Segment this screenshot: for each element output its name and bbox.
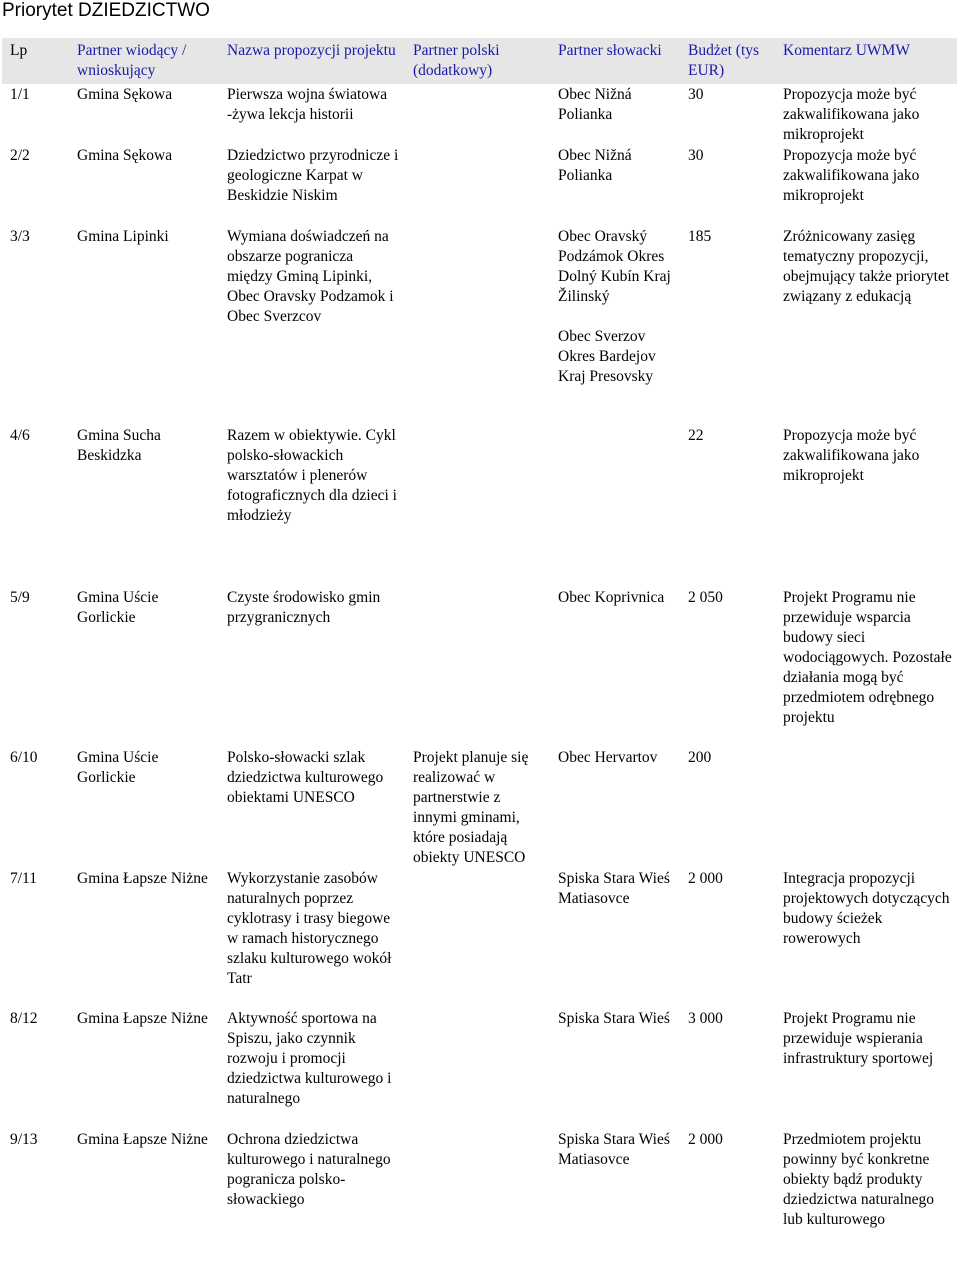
header-budget: Budżet (tys EUR) bbox=[688, 42, 760, 79]
table-row bbox=[2, 587, 957, 747]
cell-slovak-partner bbox=[550, 84, 680, 145]
cell-lead-partner: Gmina Łapsze Niżne bbox=[77, 870, 208, 887]
cell-polish-partner bbox=[405, 587, 550, 747]
cell-lead-partner: Gmina Sękowa bbox=[77, 86, 173, 103]
cell-polish-partner bbox=[405, 226, 550, 425]
cell-project-name: Wykorzystanie zasobów naturalnych poprzez cyklotrasy i trasy biegowe w ramach historycznego szlaku kulturowego wokół Tatr bbox=[227, 870, 392, 987]
slovak-partner-entry: Spiska Stara Wieś bbox=[558, 1010, 670, 1027]
cell-budget: 30 bbox=[688, 147, 704, 164]
cell-project-name: Dziedzictwo przyrodnicze i geologiczne Karpat w Beskidzie Niskim bbox=[227, 147, 399, 204]
header-project-name: Nazwa propozycji projektu bbox=[227, 42, 396, 59]
cell-polish-partner bbox=[405, 425, 550, 587]
cell-lead-partner: Gmina Sękowa bbox=[77, 147, 173, 164]
table-row bbox=[2, 145, 957, 226]
table-row bbox=[2, 747, 957, 868]
cell-project-name: Czyste środowisko gmin przygranicznych bbox=[227, 589, 381, 626]
slovak-partner-entry: Obec Hervartov bbox=[558, 749, 658, 766]
cell-slovak-partner bbox=[550, 425, 680, 587]
slovak-partner-entry: Obec Oravský Podzámok Okres Dolný Kubín Kraj Žilinský bbox=[558, 228, 671, 305]
cell-budget: 2 050 bbox=[688, 589, 723, 606]
cell-lead-partner: Gmina Uście Gorlickie bbox=[77, 589, 159, 626]
cell-lp: 1/1 bbox=[10, 86, 30, 103]
cell-lp: 8/12 bbox=[10, 1010, 38, 1027]
cell-project-name: Polsko-słowacki szlak dziedzictwa kulturowego obiektami UNESCO bbox=[227, 749, 384, 806]
cell-comment: Propozycja może być zakwalifikowana jako mikroprojekt bbox=[783, 86, 920, 143]
cell-lp: 2/2 bbox=[10, 147, 30, 164]
cell-project-name: Ochrona dziedzictwa kulturowego i naturalnego pogranicza polsko-słowackiego bbox=[227, 1131, 391, 1208]
cell-budget: 185 bbox=[688, 228, 712, 245]
table-row bbox=[2, 226, 957, 425]
table-row bbox=[2, 425, 957, 587]
cell-comment: Integracja propozycji projektowych dotyczących budowy ścieżek rowerowych bbox=[783, 870, 950, 947]
cell-lead-partner: Gmina Sucha Beskidzka bbox=[77, 427, 161, 464]
header-lp: Lp bbox=[10, 42, 28, 59]
cell-polish-partner bbox=[405, 1008, 550, 1129]
page-title: Priorytet DZIEDZICTWO bbox=[2, 0, 210, 21]
cell-lead-partner: Gmina Lipinki bbox=[77, 228, 169, 245]
header-lead-partner: Partner wiodący / wnioskujący bbox=[77, 42, 187, 79]
cell-lp: 4/6 bbox=[10, 427, 30, 444]
cell-polish-partner bbox=[405, 84, 550, 145]
header-row bbox=[2, 38, 957, 84]
cell-budget: 3 000 bbox=[688, 1010, 723, 1027]
slovak-partner-entry: Obec Nižná Polianka bbox=[558, 147, 632, 184]
slovak-partner-entry: Spiska Stara Wieś Matiasovce bbox=[558, 870, 670, 907]
header-polish-partner: Partner polski (dodatkowy) bbox=[413, 42, 500, 79]
cell-comment: Przedmiotem projektu powinny być konkretne obiekty bądź produkty dziedzictwa naturalnego lub kulturowego bbox=[783, 1131, 935, 1228]
cell-comment bbox=[775, 747, 957, 868]
table-row bbox=[2, 868, 957, 1008]
cell-lead-partner: Gmina Łapsze Niżne bbox=[77, 1010, 208, 1027]
cell-slovak-partner bbox=[550, 747, 680, 868]
cell-slovak-partner bbox=[550, 868, 680, 1008]
cell-project-name: Razem w obiektywie. Cykl polsko-słowackich warsztatów i plenerów fotograficznych dla dzieci i młodzieży bbox=[227, 427, 397, 524]
cell-lp: 5/9 bbox=[10, 589, 30, 606]
cell-polish-partner: Projekt planuje się realizować w partnerstwie z innymi gminami, które posiadają obiekty UNESCO bbox=[413, 749, 529, 866]
cell-budget: 2 000 bbox=[688, 870, 723, 887]
cell-lp: 6/10 bbox=[10, 749, 38, 766]
cell-comment: Projekt Programu nie przewiduje wsparcia budowy sieci wodociągowych. Pozostałe działania mogą być przedmiotem odrębnego projektu bbox=[783, 589, 952, 726]
cell-lead-partner: Gmina Uście Gorlickie bbox=[77, 749, 159, 786]
cell-slovak-partner bbox=[550, 587, 680, 747]
cell-lp: 9/13 bbox=[10, 1131, 38, 1148]
cell-polish-partner bbox=[405, 1129, 550, 1249]
slovak-partner-entry: Obec Nižná Polianka bbox=[558, 86, 632, 123]
slovak-partner-entry: Obec Koprivnica bbox=[558, 589, 665, 606]
cell-project-name: Wymiana doświadczeń na obszarze pogranicza między Gminą Lipinki, Obec Oravsky Podzamok i Obec Sverzcov bbox=[227, 228, 394, 325]
table-row bbox=[2, 84, 957, 145]
cell-budget: 2 000 bbox=[688, 1131, 723, 1148]
cell-slovak-partner bbox=[550, 145, 680, 226]
cell-lp: 3/3 bbox=[10, 228, 30, 245]
cell-slovak-partner bbox=[550, 1008, 680, 1129]
slovak-partner-entry: Spiska Stara Wieś Matiasovce bbox=[558, 1131, 670, 1168]
cell-slovak-partner bbox=[550, 226, 680, 425]
cell-budget: 30 bbox=[688, 86, 704, 103]
cell-budget: 200 bbox=[688, 749, 712, 766]
cell-polish-partner bbox=[405, 145, 550, 226]
cell-comment: Propozycja może być zakwalifikowana jako mikroprojekt bbox=[783, 147, 920, 204]
cell-project-name: Aktywność sportowa na Spiszu, jako czynnik rozwoju i promocji dziedzictwa kulturowego i naturalnego bbox=[227, 1010, 392, 1107]
table-row bbox=[2, 1129, 957, 1249]
header-slovak-partner: Partner słowacki bbox=[558, 42, 662, 59]
slovak-partner-entry: Obec Sverzov Okres Bardejov Kraj Presovsky bbox=[558, 328, 656, 385]
cell-polish-partner bbox=[405, 868, 550, 1008]
cell-budget: 22 bbox=[688, 427, 704, 444]
cell-lp: 7/11 bbox=[10, 870, 37, 887]
table-row bbox=[2, 1008, 957, 1129]
projects-table bbox=[2, 38, 957, 1249]
cell-slovak-partner bbox=[550, 1129, 680, 1249]
cell-project-name: Pierwsza wojna światowa -żywa lekcja historii bbox=[227, 86, 388, 123]
cell-comment: Propozycja może być zakwalifikowana jako mikroprojekt bbox=[783, 427, 920, 484]
cell-comment: Projekt Programu nie przewiduje wspierania infrastruktury sportowej bbox=[783, 1010, 934, 1067]
cell-comment: Zróżnicowany zasięg tematyczny propozycji, obejmujący także priorytet związany z edukacją bbox=[783, 228, 950, 305]
cell-lead-partner: Gmina Łapsze Niżne bbox=[77, 1131, 208, 1148]
header-comment: Komentarz UWMW bbox=[783, 42, 910, 59]
